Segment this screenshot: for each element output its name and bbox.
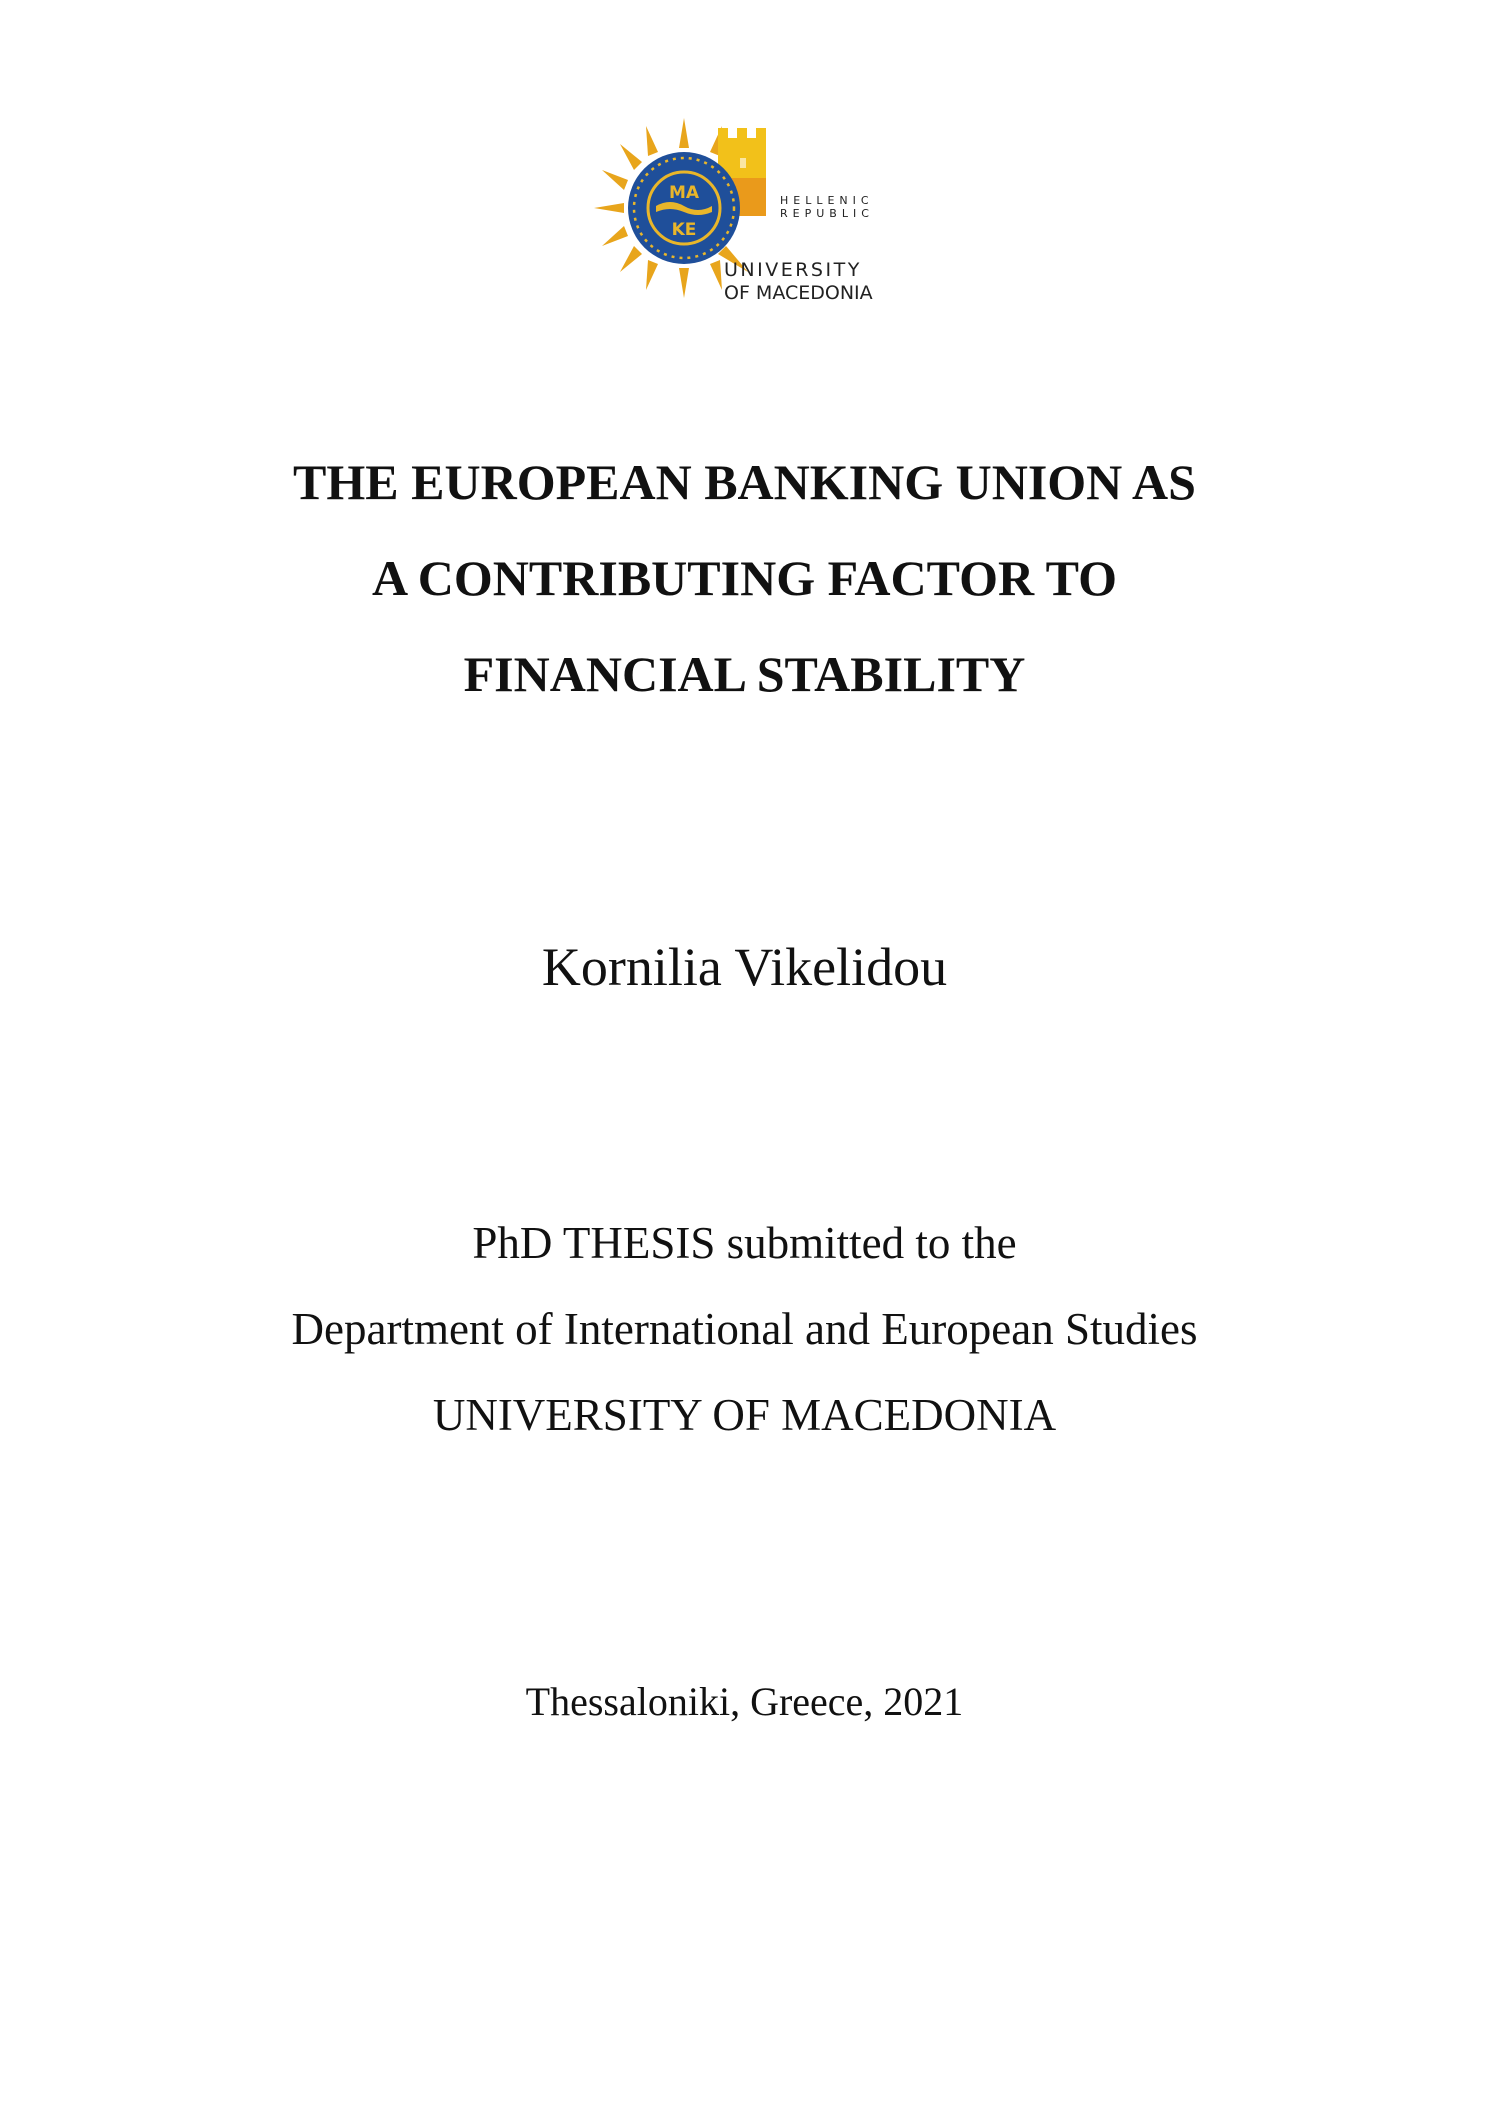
title-line-2: A CONTRIBUTING FACTOR TO: [371, 550, 1118, 606]
submission-university: UNIVERSITY OF MACEDONIA: [432, 1390, 1057, 1440]
submission-line-1: PhD THESIS submitted to the: [472, 1218, 1017, 1268]
submission-department: Department of International and European Studies: [291, 1304, 1198, 1354]
seal-text-bottom: ΚΕ: [671, 220, 697, 240]
seal-text-top: ΜΑ: [668, 183, 700, 203]
logo-republic-text: REPUBLIC: [780, 207, 874, 220]
logo-of-macedonia-text: OF MACEDONIA: [724, 282, 873, 304]
logo-hellenic-text: HELLENIC: [780, 194, 874, 207]
university-logo: [590, 118, 900, 318]
title-line-3: FINANCIAL STABILITY: [463, 646, 1026, 702]
thesis-title: [0, 434, 1489, 722]
place-and-date: Thessaloniki, Greece, 2021: [525, 1679, 964, 1724]
logo-university-text: UNIVERSITY: [724, 259, 862, 281]
submission-statement: [0, 1200, 1489, 1458]
author-name: Kornilia Vikelidou: [541, 937, 948, 997]
university-seal-icon: [628, 152, 740, 264]
title-line-1: THE EUROPEAN BANKING UNION AS: [293, 454, 1196, 510]
